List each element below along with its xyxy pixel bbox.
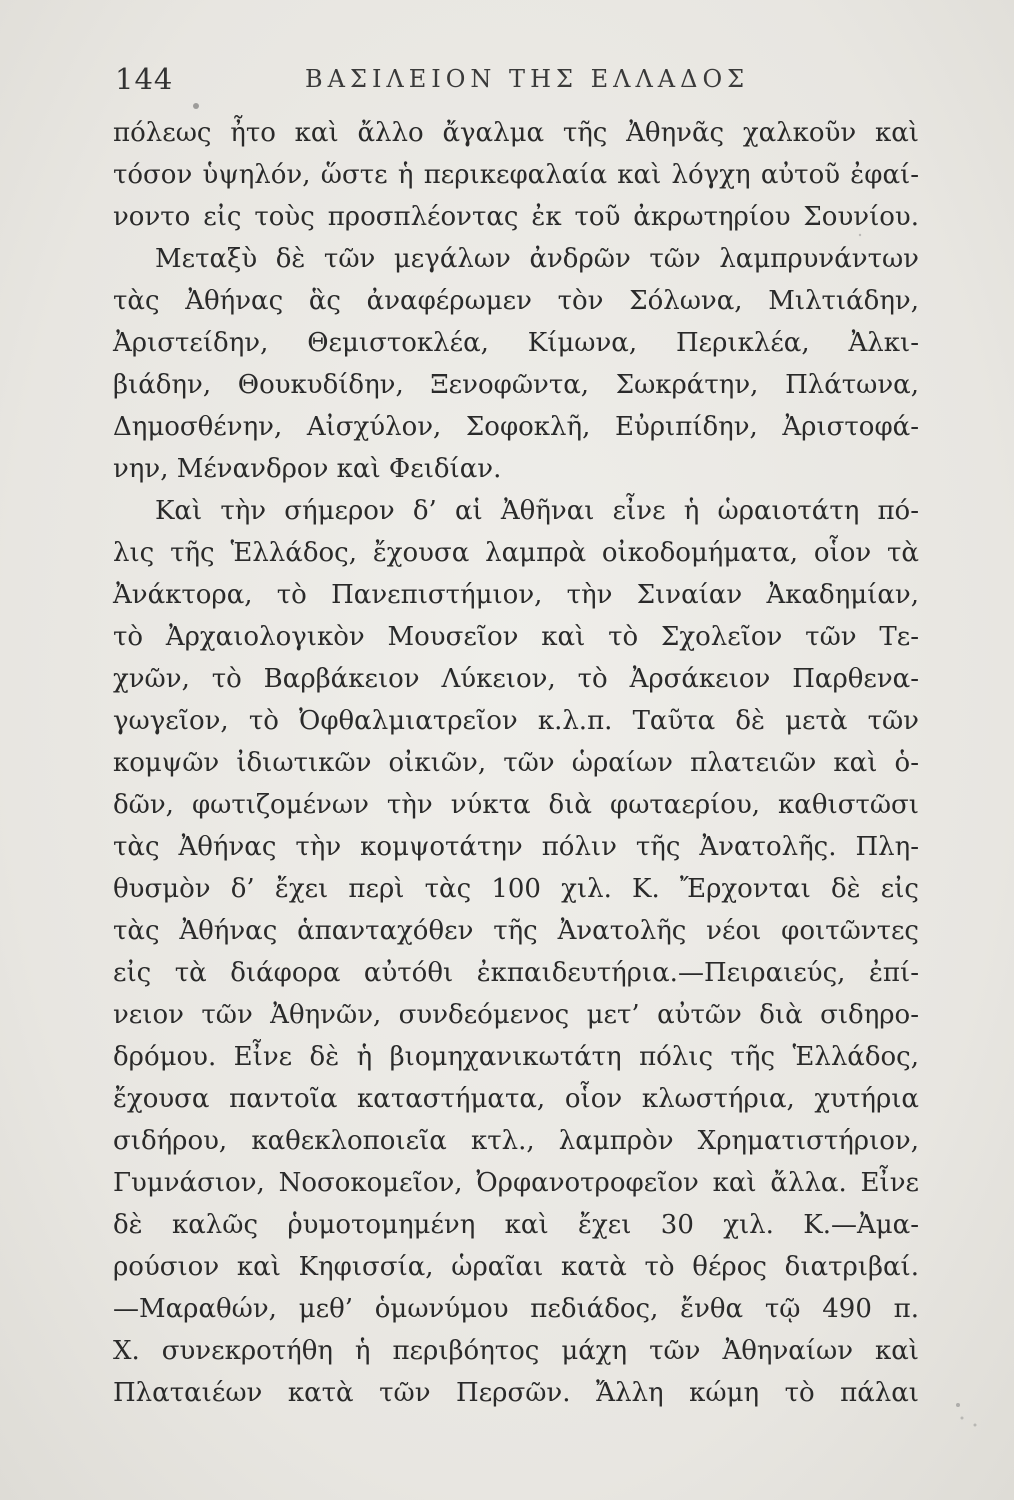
text-line: ἔχουσα παντοῖα καταστήματα, οἷον κλωστήρια, χυτήρια [113,1084,919,1114]
text-line: τὰς Ἀθήνας ἃς ἀναφέρωμεν τὸν Σόλωνα, Μιλτιάδην, [113,286,919,316]
text-line: Χ. συνεκροτήθη ἡ περιβόητος μάχη τῶν Ἀθηναίων καὶ [113,1336,919,1366]
text-line: βιάδην, Θουκυδίδην, Ξενοφῶντα, Σωκράτην, Πλάτωνα, [113,370,919,400]
text-line: Ἀνάκτορα, τὸ Πανεπιστήμιον, τὴν Σιναίαν Ἀκαδημίαν, [113,580,919,610]
text-line: θυσμὸν δ’ ἔχει περὶ τὰς 100 χιλ. Κ. Ἔρχονται δὲ εἰς [113,874,919,904]
text-line: δὲ καλῶς ῥυμοτομημένη καὶ ἔχει 30 χιλ. Κ.—Ἀμα- [113,1210,919,1240]
text-line: λις τῆς Ἑλλάδος, ἔχουσα λαμπρὰ οἰκοδομήματα, οἷον τὰ [113,538,919,568]
text-line: Πλαταιέων κατὰ τῶν Περσῶν. Ἄλλη κώμη τὸ πάλαι [113,1378,919,1408]
running-head: ΒΑΣΙΛΕΙΟΝ ΤΗΣ ΕΛΛΑΔΟΣ [305,65,750,93]
text-line: τὰς Ἀθήνας ἁπανταχόθεν τῆς Ἀνατολῆς νέοι φοιτῶντες [113,916,919,946]
body-text [113,112,919,1414]
text-line: Δημοσθένην, Αἰσχύλον, Σοφοκλῆ, Εὐριπίδην, Ἀριστοφά- [113,412,919,442]
text-line: Μεταξὺ δὲ τῶν μεγάλων ἀνδρῶν τῶν λαμπρυνάντων [155,244,919,274]
text-line: τὸ Ἀρχαιολογικὸν Μουσεῖον καὶ τὸ Σχολεῖον τῶν Τε- [113,622,919,652]
text-line: νειον τῶν Ἀθηνῶν, συνδεόμενος μετ’ αὐτῶν διὰ σιδηρο- [113,1000,919,1030]
text-line: πόλεως ἦτο καὶ ἄλλο ἄγαλμα τῆς Ἀθηνᾶς χαλκοῦν καὶ [113,118,919,148]
text-line: Ἀριστείδην, Θεμιστοκλέα, Κίμωνα, Περικλέα, Ἀλκι- [113,328,919,358]
text-line: σιδήρου, καθεκλοποιεῖα κτλ., λαμπρὸν Χρηματιστήριον, [113,1126,919,1156]
text-line: ρούσιον καὶ Κηφισσία, ὡραῖαι κατὰ τὸ θέρος διατριβαί. [113,1252,919,1282]
text-line: νην, Μένανδρον καὶ Φειδίαν. [113,454,502,484]
page-number: 144 [115,62,174,96]
text-line: τὰς Ἀθήνας τὴν κομψοτάτην πόλιν τῆς Ἀνατολῆς. Πλη- [113,832,919,862]
text-line: δῶν, φωτιζομένων τὴν νύκτα διὰ φωταερίου, καθιστῶσι [113,790,919,820]
text-line: γωγεῖον, τὸ Ὀφθαλμιατρεῖον κ.λ.π. Ταῦτα δὲ μετὰ τῶν [113,706,919,736]
text-line: κομψῶν ἰδιωτικῶν οἰκιῶν, τῶν ὡραίων πλατειῶν καὶ ὁ- [113,748,919,778]
text-line: —Μαραθών, μεθ’ ὁμωνύμου πεδιάδος, ἔνθα τῷ 490 π. [113,1294,919,1324]
text-line: εἰς τὰ διάφορα αὐτόθι ἐκπαιδευτήρια.—Πειραιεύς, ἐπί- [113,958,919,988]
text-line: νοντο εἰς τοὺς προσπλέοντας ἐκ τοῦ ἀκρωτηρίου Σουνίου. [113,202,919,232]
page-header [115,62,910,102]
text-line: Γυμνάσιον, Νοσοκομεῖον, Ὀρφανοτροφεῖον καὶ ἄλλα. Εἶνε [113,1168,919,1198]
text-line: χνῶν, τὸ Βαρβάκειον Λύκειον, τὸ Ἀρσάκειον Παρθενα- [113,664,919,694]
text-line: δρόμου. Εἶνε δὲ ἡ βιομηχανικωτάτη πόλις τῆς Ἑλλάδος, [113,1042,919,1072]
text-line: Καὶ τὴν σήμερον δ’ αἱ Ἀθῆναι εἶνε ἡ ὡραιοτάτη πό- [155,496,919,526]
text-line: τόσον ὑψηλόν, ὥστε ἡ περικεφαλαία καὶ λόγχη αὐτοῦ ἐφαί- [113,160,919,190]
